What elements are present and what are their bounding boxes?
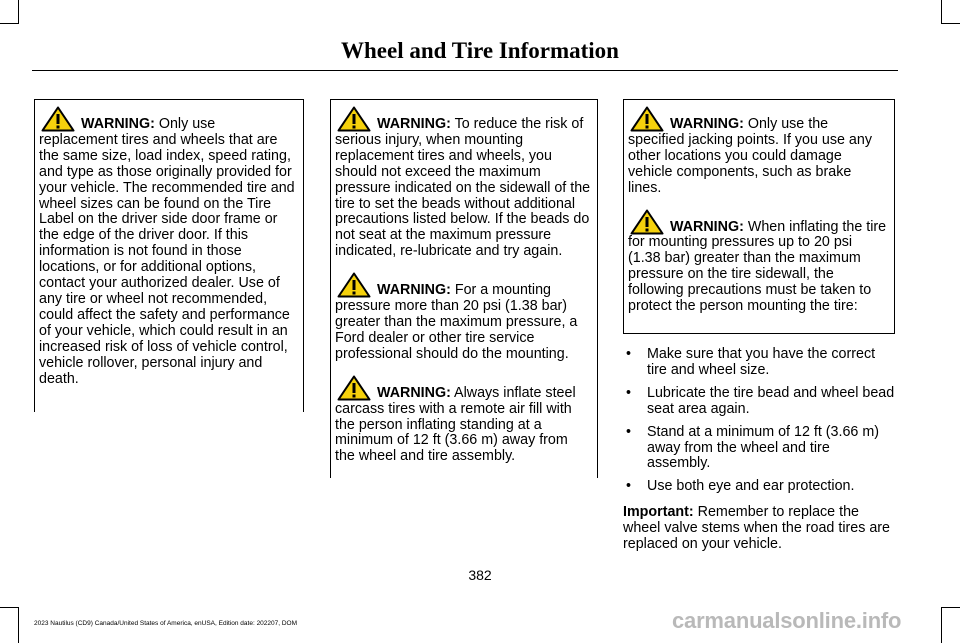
page-number: 382 — [468, 567, 492, 583]
warning-triangle-icon — [41, 106, 75, 132]
warning-paragraph — [335, 106, 591, 260]
title-divider — [32, 70, 898, 71]
crop-mark — [941, 0, 942, 24]
crop-mark — [0, 23, 18, 24]
column-2 — [330, 99, 598, 478]
important-text: Remember to replace the wheel valve stems when the road tires are replaced on your vehicle. — [623, 504, 891, 553]
list-item: • Use both eye and ear protection. — [623, 479, 895, 495]
warning-triangle-icon — [630, 209, 664, 235]
warning-box — [330, 99, 598, 478]
warning-text: For a mounting pressure more than 20 psi (1.38 bar) greater than the maximum pressure, a Ford dealer or other tire service professional should do the mounting. — [335, 282, 578, 362]
warning-label: WARNING: — [377, 116, 451, 132]
watermark: carmanualsonline.info — [672, 608, 902, 633]
footer-edition-info: 2023 Nautilus (CD9) Canada/United States of America, enUSA, Edition date: 202207, DOM — [34, 620, 298, 627]
list-item: • Make sure that you have the correct tire and wheel size. — [623, 347, 895, 379]
warning-text: When inflating the tire for mounting pressures up to 20 psi (1.38 bar) greater than the maximum pressure on the tire sidewall, the following precautions must be taken to protect the person mounting the tire: — [628, 218, 887, 315]
warning-label: WARNING: — [81, 116, 155, 132]
warning-box — [34, 99, 304, 412]
list-item: • Lubricate the tire bead and wheel bead seat area again. — [623, 386, 895, 418]
warning-text: To reduce the risk of serious injury, when mounting replacement tires and wheels, you should not exceed the maximum pressure indicated on the sidewall of the tire to set the beads without additional precautions listed below. If the beads do not seat at the maximum pressure indicated, re-lubricate and try again. — [335, 116, 591, 260]
page-title: Wheel and Tire Information — [341, 38, 619, 63]
column-1 — [34, 99, 304, 412]
crop-mark — [941, 607, 942, 643]
crop-mark — [18, 0, 19, 24]
warning-label: WARNING: — [670, 218, 744, 235]
warning-paragraph — [628, 106, 888, 197]
crop-mark — [18, 607, 19, 643]
important-label: Important: — [623, 504, 694, 521]
warning-triangle-icon — [337, 272, 371, 298]
warning-triangle-icon — [630, 106, 664, 132]
warning-paragraph — [39, 106, 297, 387]
warning-box — [623, 99, 895, 334]
list-item: • Stand at a minimum of 12 ft (3.66 m) away from the wheel and tire assembly. — [623, 425, 895, 473]
warning-label: WARNING: — [377, 384, 451, 401]
warning-triangle-icon — [337, 106, 371, 132]
warning-triangle-icon — [337, 375, 371, 401]
important-note — [623, 505, 895, 553]
precautions-list — [623, 347, 895, 495]
crop-mark — [941, 23, 960, 24]
warning-label: WARNING: — [670, 116, 744, 132]
warning-text: Always inflate steel carcass tires with a remote air fill with the person inflating standing at a minimum of 12 ft (3.66 m) away from the wheel and tire assembly. — [335, 384, 576, 465]
warning-paragraph — [628, 209, 888, 315]
crop-mark — [0, 607, 18, 608]
warning-text: Only use the specified jacking points. If you use any other locations you could damage vehicle components, such as brake lines. — [628, 116, 872, 196]
warning-text: Only use replacement tires and wheels that are the same size, load index, speed rating, and type as those originally provided for your vehicle. The recommended tire and wheel sizes can be found on the Tire Label on the driver side door frame or the edge of the driver door. If this information is not found in those locations, or for additional options, contact your authorized dealer. Use of any tire or wheel not recommended, could affect the safety and performance of your vehicle, which could result in an increased risk of loss of vehicle control, vehicle rollover, personal injury and death. — [39, 116, 295, 387]
warning-label: WARNING: — [377, 282, 451, 299]
column-3 — [623, 99, 895, 553]
warning-paragraph — [335, 272, 591, 363]
warning-paragraph — [335, 375, 591, 466]
crop-mark — [941, 607, 960, 608]
